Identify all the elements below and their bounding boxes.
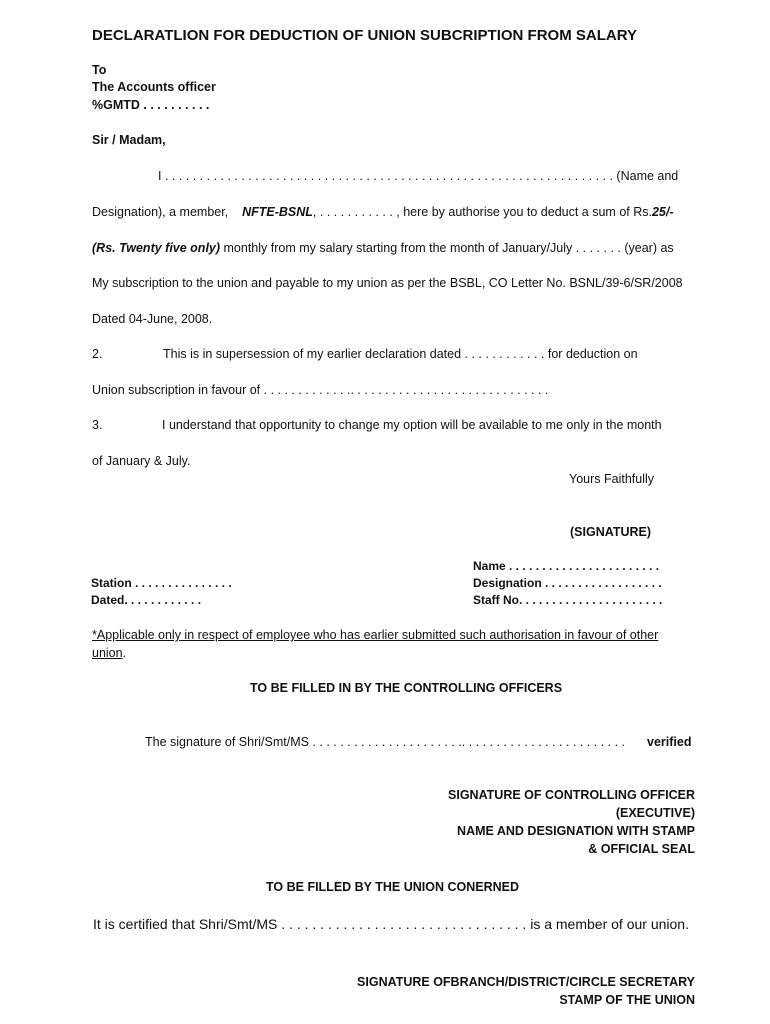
yours-faithfully: Yours Faithfully	[569, 472, 654, 486]
para1-line5: Dated 04-June, 2008.	[92, 312, 213, 326]
controlling-signature-line4: & OFFICIAL SEAL	[588, 842, 695, 856]
para1-line3	[92, 240, 674, 256]
amount-words: (Rs. Twenty five only)	[92, 241, 221, 255]
station-field: Station . . . . . . . . . . . . . . .	[91, 576, 232, 590]
applicable-note-line2	[92, 645, 126, 661]
address-to: To	[92, 63, 107, 77]
dated-field: Dated. . . . . . . . . . . .	[91, 593, 202, 607]
para3-line1: I understand that opportunity to change my option will be available to me only in the month	[162, 418, 662, 432]
para1-line2-start: Designation), a member,	[92, 205, 229, 219]
applicable-note-line1: *Applicable only in respect of employee who has earlier submitted such authorisation in favour of other	[92, 628, 659, 642]
note-period: .	[122, 646, 127, 660]
staff-no-field: Staff No. . . . . . . . . . . . . . . . . . . . . .	[473, 593, 663, 607]
note-union-word: union	[92, 646, 123, 660]
controlling-officers-heading: TO BE FILLED IN BY THE CONTROLLING OFFICERS	[250, 681, 563, 695]
para2-number: 2.	[92, 347, 103, 361]
amount-figure: 25/-	[651, 205, 674, 219]
union-certification-text: It is certified that Shri/Smt/MS . . . . . . . . . . . . . . . . . . . . . . . . . . . . . . . . is a member of our union.	[93, 916, 689, 932]
verified-label: verified	[647, 735, 692, 749]
employee-name-field: Name . . . . . . . . . . . . . . . . . . . . . . .	[473, 559, 660, 573]
controlling-signature-text: The signature of Shri/Smt/MS . . . . . . . . . . . . . . . . . . . . . .. . . . . . . . . . . . . . . . . . . . . . . .	[145, 735, 625, 749]
para1-line2	[92, 204, 674, 220]
union-name: NFTE-BSNL	[242, 205, 313, 219]
union-signature-line2: STAMP OF THE UNION	[559, 993, 695, 1007]
para1-line4: My subscription to the union and payable to my union as per the BSBL, CO Letter No. BSNL/39-6/SR/2008	[92, 276, 683, 290]
signature-label: (SIGNATURE)	[570, 525, 652, 539]
para3-line2: of January & July.	[92, 454, 191, 468]
salutation: Sir / Madam,	[92, 133, 166, 147]
para1-line2-middle: , . . . . . . . . . . . , here by authorise you to deduct a sum of Rs.	[312, 205, 652, 219]
controlling-signature-line3: NAME AND DESIGNATION WITH STAMP	[457, 824, 695, 838]
para1-line3-rest: monthly from my salary starting from the month of January/July . . . . . . . (year) as	[220, 241, 674, 255]
union-signature-line1: SIGNATURE OFBRANCH/DISTRICT/CIRCLE SECRETARY	[357, 975, 695, 989]
para2-line2: Union subscription in favour of . . . . . . . . . . . . .. . . . . . . . . . . . . . . . . . . . . . . . . . . . .	[92, 383, 549, 397]
controlling-signature-line1: SIGNATURE OF CONTROLLING OFFICER	[448, 788, 695, 802]
address-officer: The Accounts officer	[92, 80, 216, 94]
union-heading: TO BE FILLED BY THE UNION CONERNED	[266, 880, 520, 894]
para2-line1: This is in supersession of my earlier declaration dated . . . . . . . . . . . . for deduction on	[163, 347, 638, 361]
page-title: DECLARATLION FOR DEDUCTION OF UNION SUBCRIPTION FROM SALARY	[92, 27, 637, 44]
controlling-signature-line2: (EXECUTIVE)	[615, 806, 695, 820]
para1-line1: I . . . . . . . . . . . . . . . . . . . . . . . . . . . . . . . . . . . . . . . . . . . . . . . . . . . . . . . . . . . . . . . . . (Name and	[158, 169, 679, 183]
address-gmtd: %GMTD . . . . . . . . . .	[92, 98, 210, 112]
para3-number: 3.	[92, 418, 103, 432]
designation-field: Designation . . . . . . . . . . . . . . . . . .	[473, 576, 662, 590]
